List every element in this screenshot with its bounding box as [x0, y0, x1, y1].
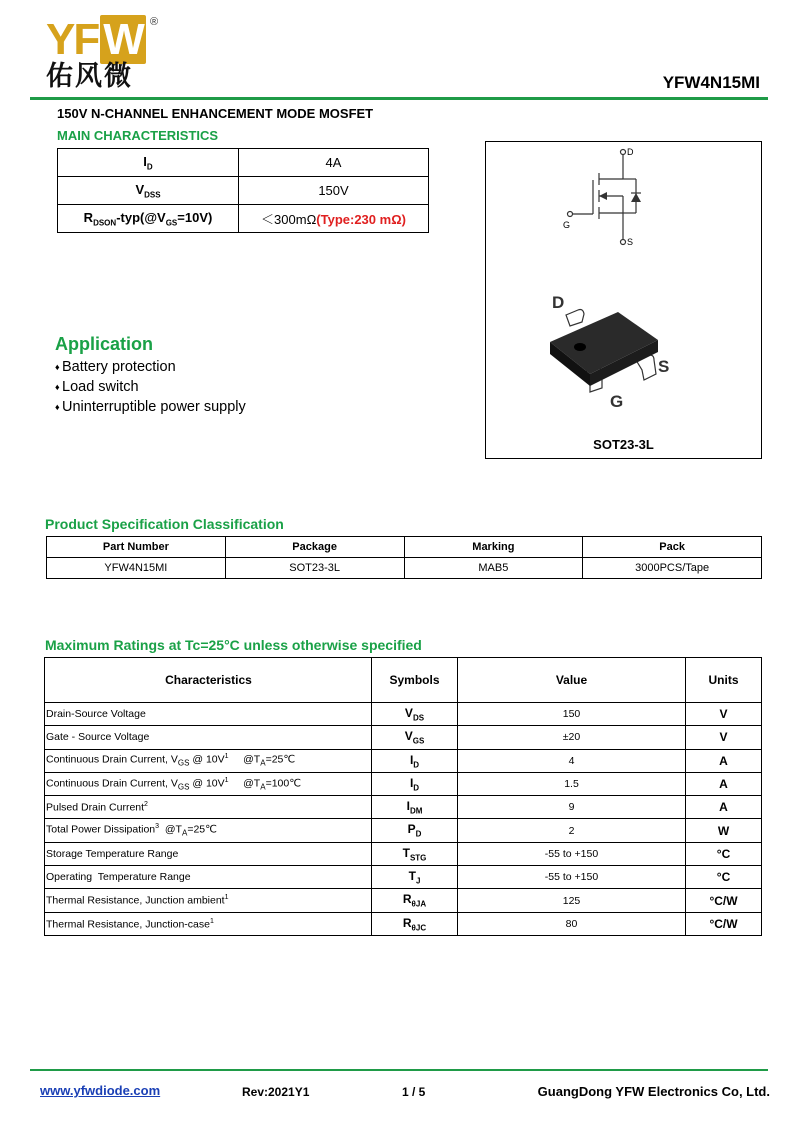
table-cell: Gate - Source Voltage [45, 726, 372, 749]
device-subtitle: 150V N-CHANNEL ENHANCEMENT MODE MOSFET [57, 106, 374, 121]
table-cell: 150 [458, 703, 686, 726]
diamond-bullet-icon: ♦ [55, 402, 60, 412]
table-cell: A [686, 749, 762, 772]
table-cell: A [686, 796, 762, 819]
max-ratings-table [44, 657, 762, 936]
header-cell: Marking [404, 537, 583, 558]
table-cell: YFW4N15MI [47, 558, 226, 579]
sot23-package-icon [550, 310, 658, 393]
value-cell: 150V [239, 177, 429, 205]
table-row [58, 149, 429, 177]
table-row [47, 558, 762, 579]
table-cell: MAB5 [404, 558, 583, 579]
product-spec-title: Product Specification Classification [45, 516, 284, 532]
diamond-bullet-icon: ♦ [55, 362, 60, 372]
main-characteristics-table [57, 148, 429, 233]
table-cell: -55 to +150 [458, 842, 686, 865]
table-cell: ±20 [458, 726, 686, 749]
table-cell: 2 [458, 819, 686, 842]
table-cell: SOT23-3L [225, 558, 404, 579]
svg-text:G: G [563, 220, 571, 230]
table-cell: Continuous Drain Current, $V_{GS}$ @ $10V^1$ $@T_A=25℃$ [45, 749, 372, 772]
table-row [58, 205, 429, 233]
table-cell: 125 [458, 889, 686, 912]
table-cell: Operating Temperature Range [45, 866, 372, 889]
list-item: ♦ Uninterruptible power supply [55, 399, 246, 415]
table-cell: -55 to +150 [458, 866, 686, 889]
logo-chinese-name: 佑风微 [46, 61, 133, 92]
package-diagram [486, 142, 763, 460]
svg-text:G: G [610, 392, 624, 411]
mosfet-arrow-icon [599, 192, 607, 200]
table-cell: $V_{GS}$ [372, 726, 458, 749]
logo-letters: YF W [46, 18, 146, 62]
table-cell: 1.5 [458, 772, 686, 795]
table-row [58, 177, 429, 205]
main-characteristics-title: MAIN CHARACTERISTICS [57, 128, 219, 143]
package-label: SOT23-3L [593, 437, 654, 452]
list-item: ♦ Battery protection [55, 359, 176, 375]
table-cell: $R_{\theta JA}$ [372, 889, 458, 912]
table-row [45, 726, 762, 749]
table-cell: 9 [458, 796, 686, 819]
table-cell: 4 [458, 749, 686, 772]
table-cell: Storage Temperature Range [45, 842, 372, 865]
table-row [45, 749, 762, 772]
table-row [45, 889, 762, 912]
table-row [45, 912, 762, 935]
table-cell: $I_D$ [372, 749, 458, 772]
header-divider [30, 97, 768, 100]
list-item: ♦ Load switch [55, 379, 139, 395]
body-diode-icon [631, 193, 641, 202]
param-cell: $V_{DSS}$ [58, 177, 239, 205]
table-cell: Pulsed Drain Current$^2$ [45, 796, 372, 819]
header-cell: Package [225, 537, 404, 558]
table-cell: A [686, 772, 762, 795]
package-diagram-box [485, 141, 762, 459]
table-row [45, 866, 762, 889]
header-cell: Characteristics [45, 658, 372, 703]
header-cell: Symbols [372, 658, 458, 703]
table-cell: Drain-Source Voltage [45, 703, 372, 726]
table-cell: Thermal Resistance, Junction ambient$^1$ [45, 889, 372, 912]
param-cell: $I_D$ [58, 149, 239, 177]
table-row [45, 772, 762, 795]
table-cell: V [686, 703, 762, 726]
application-list [55, 357, 246, 417]
table-cell: $I_{DM}$ [372, 796, 458, 819]
svg-text:D: D [627, 147, 634, 157]
table-row [45, 796, 762, 819]
table-row [45, 819, 762, 842]
table-cell: $T_{STG}$ [372, 842, 458, 865]
header-cell: Pack [583, 537, 762, 558]
table-header-row [47, 537, 762, 558]
table-cell: °C [686, 866, 762, 889]
page-number: 1 / 5 [402, 1085, 426, 1099]
value-cell: 4A [239, 149, 429, 177]
table-cell: $V_{DS}$ [372, 703, 458, 726]
company-name: GuangDong YFW Electronics Co, Ltd. [537, 1084, 770, 1099]
table-cell: $P_D$ [372, 819, 458, 842]
value-cell: ＜300mΩ(Type:230 mΩ) [239, 205, 429, 233]
registered-mark: ® [150, 16, 159, 28]
param-cell: $R_{DSON}-typ(@V_{GS}=10V)$ [58, 205, 239, 233]
application-title: Application [55, 334, 153, 354]
header-part-number: YFW4N15MI [662, 73, 760, 92]
table-header-row [45, 658, 762, 703]
table-cell: °C/W [686, 889, 762, 912]
svg-text:S: S [627, 237, 634, 247]
table-cell: $R_{\theta JC}$ [372, 912, 458, 935]
company-logo [46, 15, 166, 96]
revision-text: Rev:2021Y1 [242, 1085, 310, 1099]
table-cell: W [686, 819, 762, 842]
table-row [45, 842, 762, 865]
table-cell: V [686, 726, 762, 749]
table-cell: °C/W [686, 912, 762, 935]
table-cell: 3000PCS/Tape [583, 558, 762, 579]
website-link[interactable]: www.yfwdiode.com [40, 1083, 161, 1098]
svg-text:S: S [658, 357, 670, 376]
header-cell: Part Number [47, 537, 226, 558]
table-cell: $T_J$ [372, 866, 458, 889]
max-ratings-title: Maximum Ratings at Tc=25°C unless otherwise specified [45, 637, 422, 653]
table-cell: Thermal Resistance, Junction-case$^1$ [45, 912, 372, 935]
table-cell: 80 [458, 912, 686, 935]
svg-text:D: D [552, 293, 565, 312]
table-cell: Total Power Dissipation$^3$ $@T_A=25℃$ [45, 819, 372, 842]
diamond-bullet-icon: ♦ [55, 382, 60, 392]
footer-divider [30, 1069, 768, 1071]
table-cell: °C [686, 842, 762, 865]
product-spec-table [46, 536, 762, 579]
header-cell: Value [458, 658, 686, 703]
table-row [45, 703, 762, 726]
table-cell: Continuous Drain Current, $V_{GS}$ @ $10V^1$ $@T_A=100℃$ [45, 772, 372, 795]
table-cell: $I_D$ [372, 772, 458, 795]
header-cell: Units [686, 658, 762, 703]
